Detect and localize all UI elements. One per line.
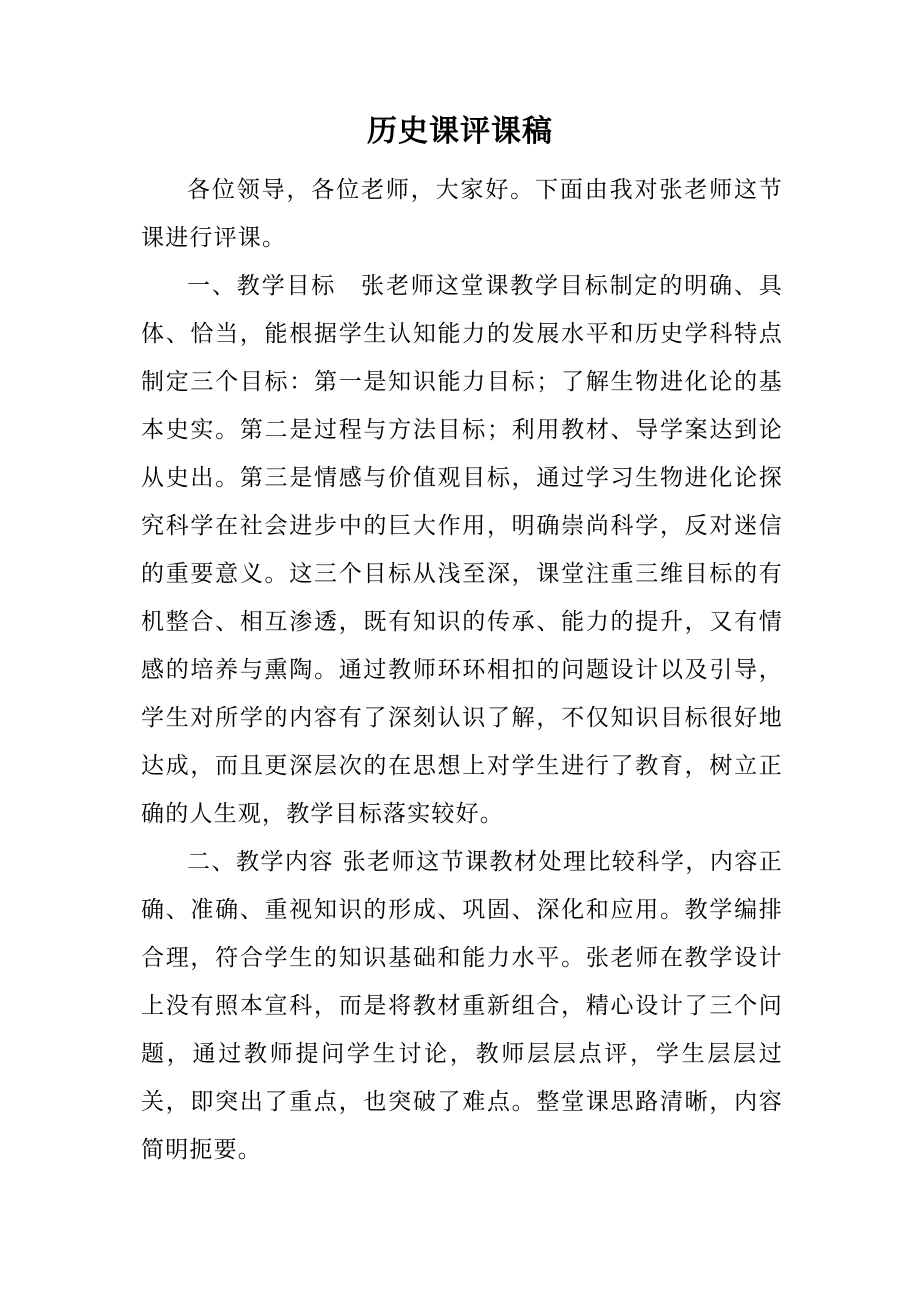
paragraph-teaching-goals: 一、教学目标 张老师这堂课教学目标制定的明确、具体、恰当，能根据学生认知能力的发展水平和历史学科特点制定三个目标：第一是知识能力目标；了解生物进化论的基本史实。第二是过程与方法目标；利用教材、导学案达到论从史出。第三是情感与价值观目标，通过学习生物进化论探究科学在社会进步中的巨大作用，明确崇尚科学，反对迷信的重要意义。这三个目标从浅至深，课堂注重三维目标的有机整合、相互渗透，既有知识的传承、能力的提升，又有情感的培养与熏陶。通过教师环环相扣的问题设计以及引导，学生对所学的内容有了深刻认识了解，不仅知识目标很好地达成，而且更深层次的在思想上对学生进行了教育，树立正确的人生观，教学目标落实较好。 xyxy=(141,273,783,827)
paragraph-greeting: 各位领导，各位老师，大家好。下面由我对张老师这节课进行评课。 xyxy=(141,177,783,251)
document-title: 历史课评课稿 xyxy=(367,114,553,149)
paragraph-teaching-content: 二、教学内容 张老师这节课教材处理比较科学，内容正确、准确、重视知识的形成、巩固、深化和应用。教学编排合理，符合学生的知识基础和能力水平。张老师在教学设计上没有照本宣科，而是将教材重新组合，精心设计了三个问题，通过教师提问学生讨论，教师层层点评，学生层层过关，即突出了重点，也突破了难点。整堂课思路清晰，内容简明扼要。 xyxy=(141,849,783,1163)
document-body xyxy=(141,166,783,1174)
